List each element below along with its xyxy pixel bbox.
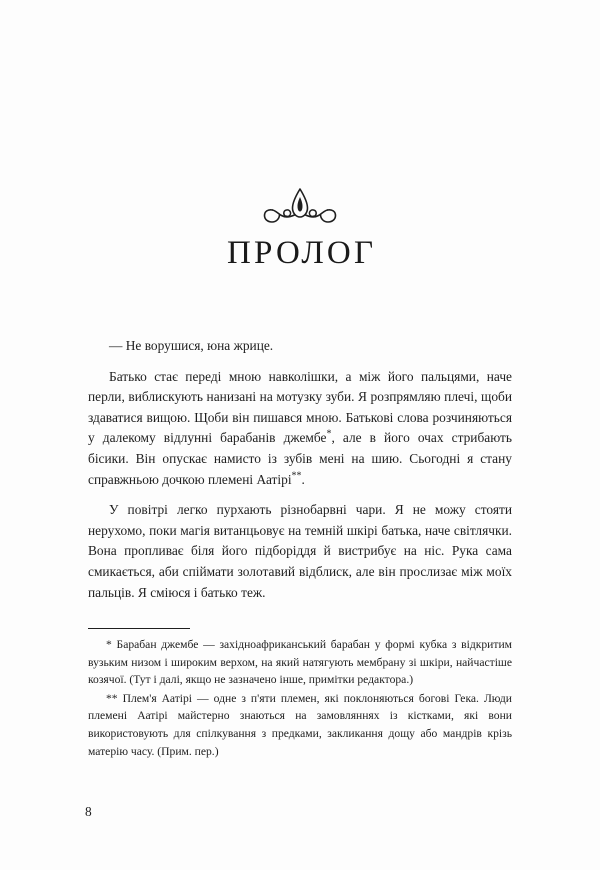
paragraph-text-part-1: Батько стає переді мною навколішки, а між його пальцями, наче перли, виблискують нанизані на мотузку зуби. Я розпрямляю плечі, щоби здаватися вищою. Щоби він пишався мною. Батькові слова розчиняються у далекому відлунні барабанів джембе: [88, 368, 512, 446]
footnote-text: ** Плем'я Аатірі — одне з п'яти племен, які поклоняються богові Гека. Люди племені Аатірі майстерно знаються на замовляннях із кістками, які вони використовують для спілкування з предками, закликання дощу або мандрів крізь матерію часу. (Прим. пер.): [88, 691, 512, 758]
footnote-marker-1: *: [326, 428, 332, 440]
paragraph-text-part-3: .: [301, 471, 305, 487]
footnote-text: * Барабан джембе — західноафриканський барабан у формі кубка з відкритим вузьким низом і широким верхом, на який натягують мембрану зі шкіри, найчастіше козячої. (Тут і далі, якщо не зазначено інше, примітки редактора.): [88, 638, 512, 687]
body-text: [88, 336, 512, 603]
paragraph-magic: [88, 500, 512, 603]
footnote-separator-rule: [88, 628, 190, 629]
page-title: ПРОЛОГ: [226, 235, 377, 271]
flourish-ornament-icon: [252, 186, 348, 230]
footnote-djembe: [88, 636, 512, 689]
paragraph-text: У повітрі легко пурхають різнобарвні чари. Я не можу стояти нерухомо, поки магія витанцьовує на темній шкірі батька, наче світлячки. Вона пропливає біля його підборіддя й вистрибує на ніс. Рука сама смикається, аби спіймати золотавий відблиск, але він прослизає між моїх пальців. Я сміюся і батько теж.: [88, 502, 512, 600]
paragraph-dialogue: [88, 336, 512, 357]
paragraph-father: [88, 367, 512, 491]
page-number: 8: [85, 804, 92, 819]
paragraph-text-part-2: , але в його очах стрибають бісики. Він опускає намисто із зубів мені на шию. Сьогодні я стану справжньою дочкою племені Аатірі: [88, 430, 512, 487]
chapter-heading: [0, 186, 600, 271]
footnotes-section: [88, 628, 512, 760]
footnote-aatiri: [88, 690, 512, 760]
paragraph-text: — Не ворушися, юна жрице.: [109, 338, 274, 353]
footnote-marker-2: **: [291, 470, 302, 482]
